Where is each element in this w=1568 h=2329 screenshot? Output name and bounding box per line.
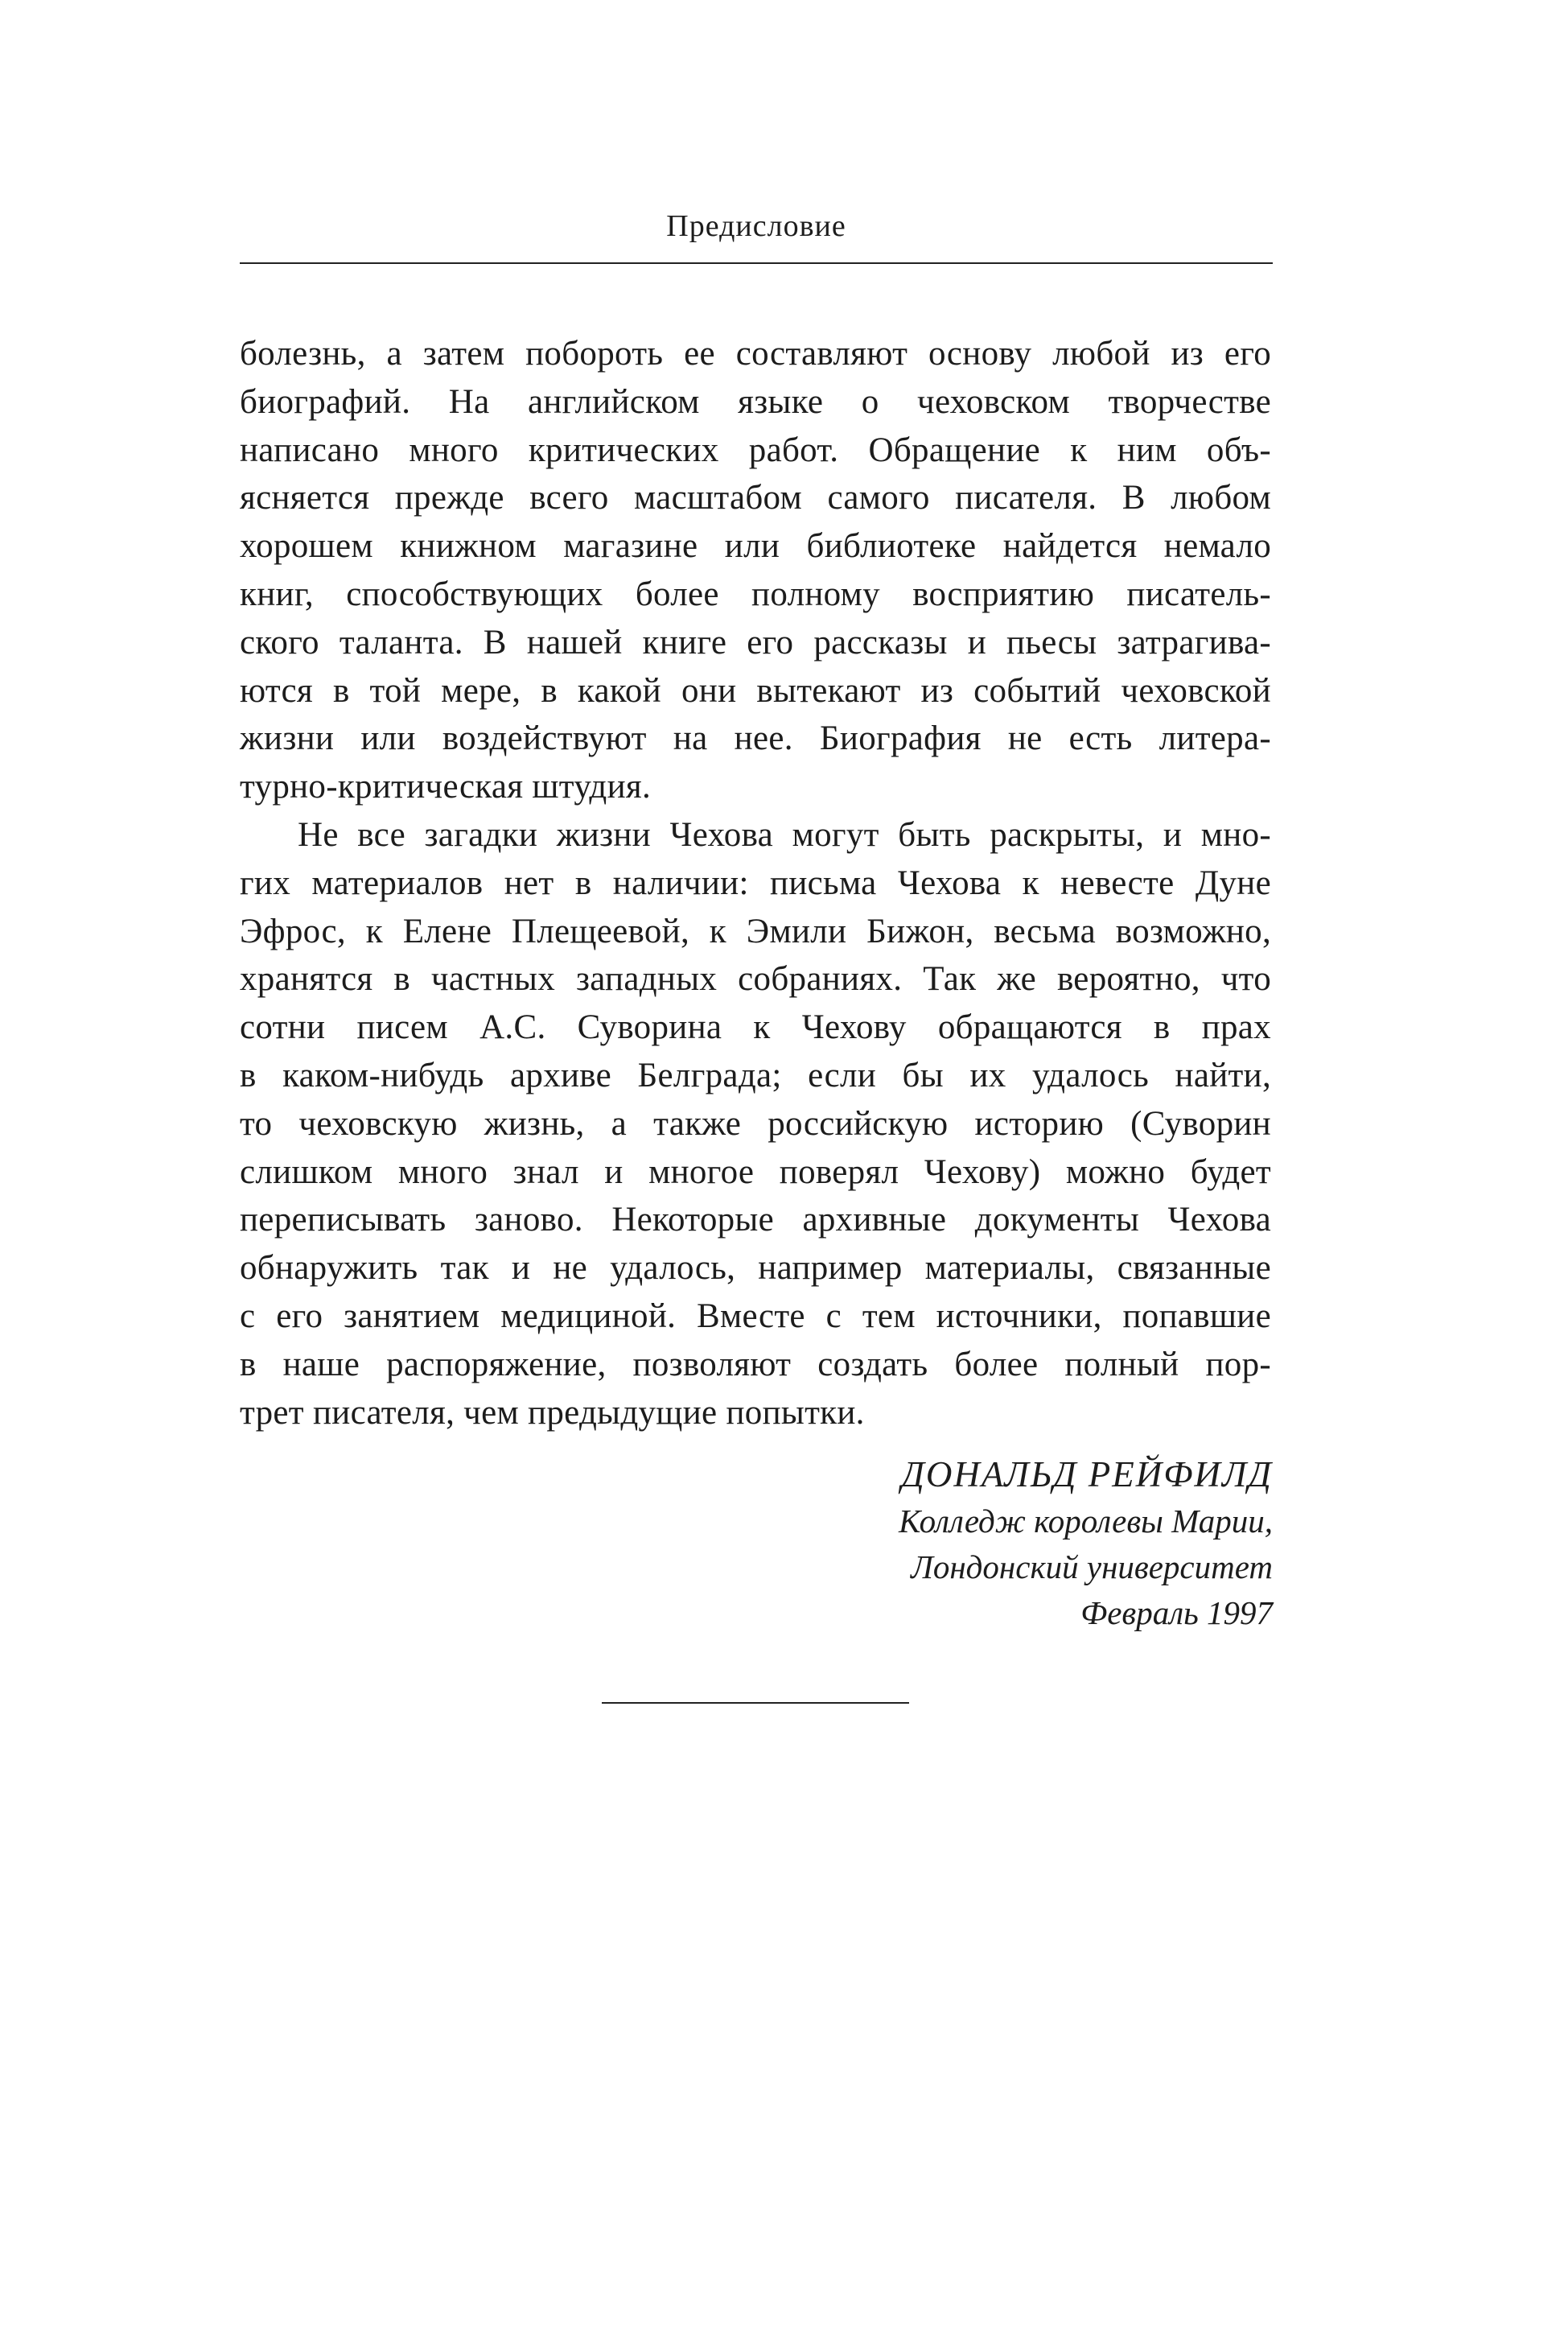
text-line: написано много критических работ. Обращение к ним объ-	[240, 431, 1271, 469]
text-line: гих материалов нет в наличии: письма Чехова к невесте Дуне	[240, 864, 1271, 902]
text-line: с его занятием медициной. Вместе с тем источники, попавшие	[240, 1296, 1271, 1335]
author-affiliation: Лондонский университет	[911, 1548, 1273, 1585]
text-line: трет писателя, чем предыдущие попытки.	[240, 1393, 865, 1432]
signature-block	[899, 1450, 1273, 1636]
text-line: ского таланта. В нашей книге его рассказы и пьесы затрагива-	[240, 623, 1271, 662]
author-name: ДОНАЛЬД РЕЙФИЛД	[901, 1454, 1273, 1494]
signature-date: Февраль 1997	[1080, 1594, 1273, 1631]
text-line: болезнь, а затем побороть ее составляют основу любой из его	[240, 335, 1271, 373]
text-line: ются в той мере, в какой они вытекают из событий чеховской	[240, 671, 1271, 710]
text-line: обнаружить так и не удалось, например материалы, связанные	[240, 1249, 1271, 1288]
text-line: хорошем книжном магазине или библиотеке найдется немало	[240, 527, 1271, 566]
text-line: в наше распоряжение, позволяют создать более полный пор-	[240, 1345, 1271, 1383]
paragraph-2	[240, 811, 1271, 1437]
text-line: то чеховскую жизнь, а также российскую историю (Суворин	[240, 1104, 1271, 1143]
text-line: Эфрос, к Елене Плещеевой, к Эмили Бижон, весьма возможно,	[240, 912, 1271, 950]
text-line: хранятся в частных западных собраниях. Так же вероятно, что	[240, 960, 1271, 999]
body-text	[240, 330, 1271, 1437]
header-rule	[240, 262, 1273, 264]
text-line: жизни или воздействуют на нее. Биография не есть литера-	[240, 719, 1271, 758]
text-line: ясняется прежде всего масштабом самого писателя. В любом	[240, 479, 1271, 517]
section-end-rule	[602, 1702, 909, 1704]
running-head: Предисловие	[666, 209, 846, 243]
text-line: Не все загадки жизни Чехова могут быть раскрыты, и мно-	[298, 815, 1271, 854]
text-line: переписывать заново. Некоторые архивные документы Чехова	[240, 1201, 1271, 1239]
text-line: в каком-нибудь архиве Белграда; если бы их удалось найти,	[240, 1056, 1271, 1094]
author-affiliation: Колледж королевы Марии,	[898, 1503, 1273, 1540]
text-line: биографий. На английском языке о чеховском творчестве	[240, 382, 1271, 421]
paragraph-1	[240, 330, 1271, 811]
text-line: турно-критическая штудия.	[240, 768, 652, 806]
text-line: книг, способствующих более полному восприятию писатель-	[240, 575, 1271, 613]
text-line: слишком много знал и многое поверял Чехову) можно будет	[240, 1152, 1271, 1191]
text-line: сотни писем А.С. Суворина к Чехову обращаются в прах	[240, 1008, 1271, 1047]
